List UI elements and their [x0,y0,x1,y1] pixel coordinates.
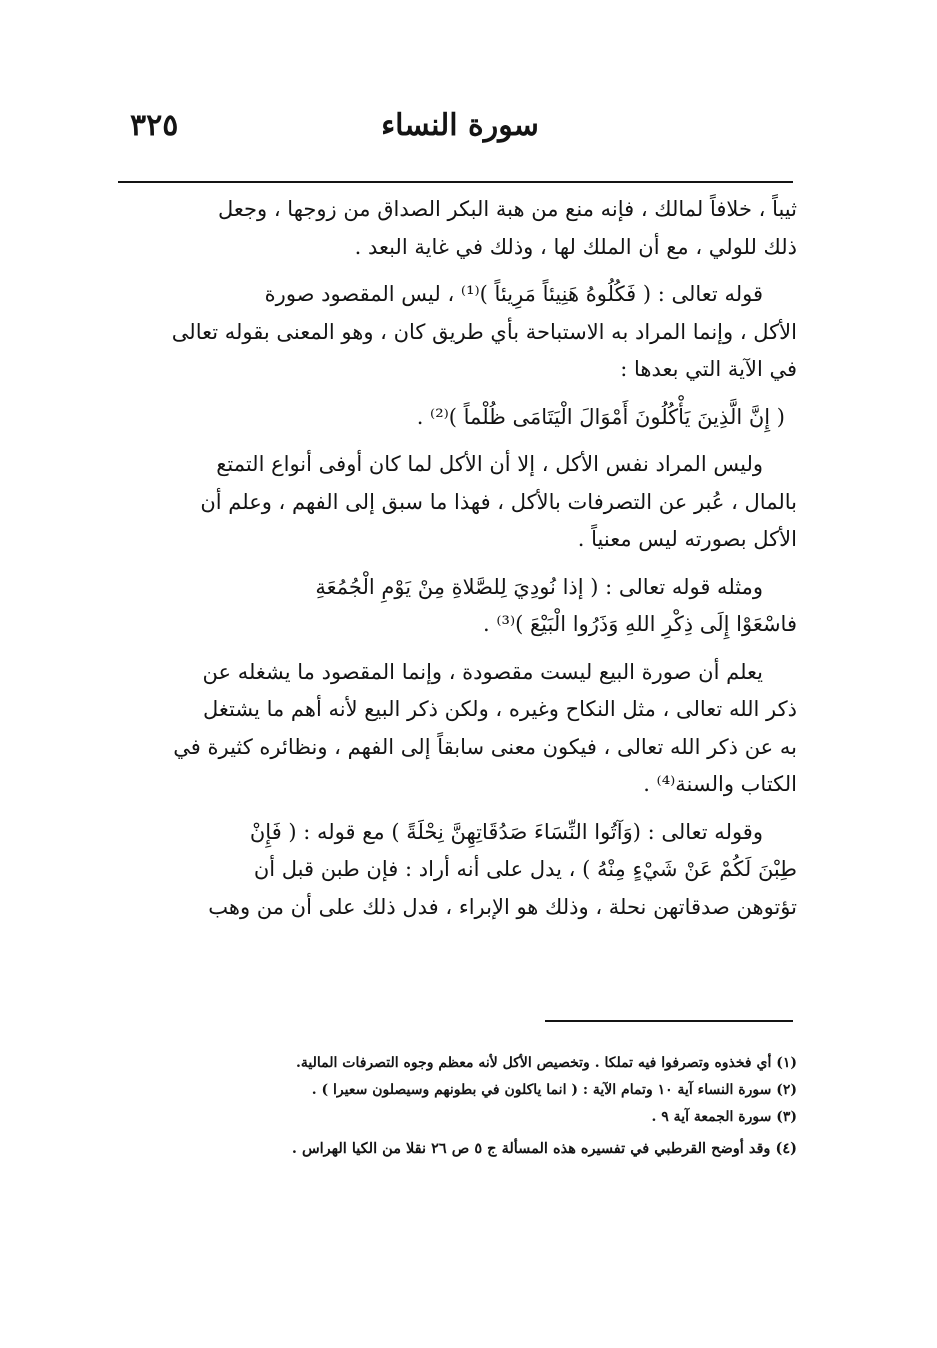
footnote-1: (١) أي فخذوه وتصرفوا فيه تملكا . وتخصيص الأكل لأنه معظم وجوه التصرفات المالية. [296,1055,797,1071]
paragraph-2 [125,276,797,314]
text-line: ذكر الله تعالى ، مثل النكاح وغيره ، ولكن ذكر البيع لأنه أهم ما يشتغل [202,697,797,721]
text-line: الأكل ، وإنما المراد به الاستباحة بأي طريق كان ، وهو المعنى بقوله تعالى [171,319,797,344]
paragraph-6 [125,654,797,692]
paragraph-7 [125,814,797,852]
text-line: الأكل بصورته ليس معنياً . [577,527,797,551]
footnote-divider [545,1020,793,1022]
main-text [125,191,797,926]
text-line: به عن ذكر الله تعالى ، فيكون معنى سابقاً إلى الفهم ، ونظائره كثيرة في [173,734,797,759]
text-line: ذلك للولي ، مع أن الملك لها ، وذلك في غاية البعد . [354,234,797,259]
text-line: فاسْعَوْا إِلَى ذِكْرِ اللهِ وَذَرُوا الْبَيْعَ )⁽³⁾ . [483,612,797,636]
paragraph-7-cont [125,851,797,926]
footnote-2: (٢) سورة النساء آية ١٠ وتمام الآية : ( انما ياكلون في بطونهم وسيصلون سعيرا ) . [311,1082,797,1098]
text-line: الكتاب والسنة⁽⁴⁾ . [643,772,797,796]
text-line: تؤتوهن صدقاتهن نحلة ، وذلك هو الإبراء ، فدل ذلك على أن من وهب [208,894,797,919]
text-line: طِبْنَ لَكُمْ عَنْ شَيْءٍ مِنْهُ ) ، يدل على أنه أراد : فإن طبن قبل أن [253,857,797,881]
header-divider [118,181,793,183]
paragraph-4 [125,446,797,484]
paragraph-5-cont [125,606,797,644]
page-number: ٣٢٥ [130,108,179,143]
footnotes [120,1050,797,1162]
text-line: قوله تعالى : ( فَكُلُوهُ هَنِيئاً مَرِيئاً )⁽¹⁾ ، ليس المقصود صورة [264,282,763,306]
text-line: في الآية التي بعدها : [620,357,797,381]
quran-quote: ( إِنَّ الَّذِينَ يَأْكُلُونَ أَمْوَالَ الْيَتَامَى ظُلْماً )⁽²⁾ . [416,404,785,429]
footnote-4: (٤) وقد أوضح القرطبي في تفسيره هذه المسألة ج ٥ ص ٢٦ نقلا من الكيا الهراس . [291,1140,797,1157]
text-line: وقوله تعالى : (وَآتُوا النِّسَاءَ صَدُقَاتِهِنَّ نِحْلَةً ) مع قوله : ( فَإِنْ [249,819,763,844]
paragraph-6-cont [125,691,797,804]
paragraph-1 [125,191,797,266]
paragraph-3 [125,399,797,437]
text-line: ومثله قوله تعالى : ( إذا نُودِيَ لِلصَّلاةِ مِنْ يَوْمِ الْجُمُعَةِ [315,574,763,599]
page-header [130,108,790,158]
text-line: بالمال ، عُبر عن التصرفات بالأكل ، فهذا ما سبق إلى الفهم ، وعلم أن [200,489,797,514]
text-line: يعلم أن صورة البيع ليست مقصودة ، وإنما المقصود ما يشغله عن [202,659,763,684]
footnote-3: (٣) سورة الجمعة آية ٩ . [651,1109,797,1125]
text-line: ثيباً ، خلافاً لمالك ، فإنه منع من هبة البكر الصداق من زوجها ، وجعل [218,197,797,221]
paragraph-5 [125,569,797,607]
paragraph-4-cont [125,484,797,559]
paragraph-2-cont [125,314,797,389]
text-line: وليس المراد نفس الأكل ، إلا أن الأكل لما كان أوفى أنواع التمتع [216,452,763,476]
page-title: سورة النساء [381,108,539,143]
